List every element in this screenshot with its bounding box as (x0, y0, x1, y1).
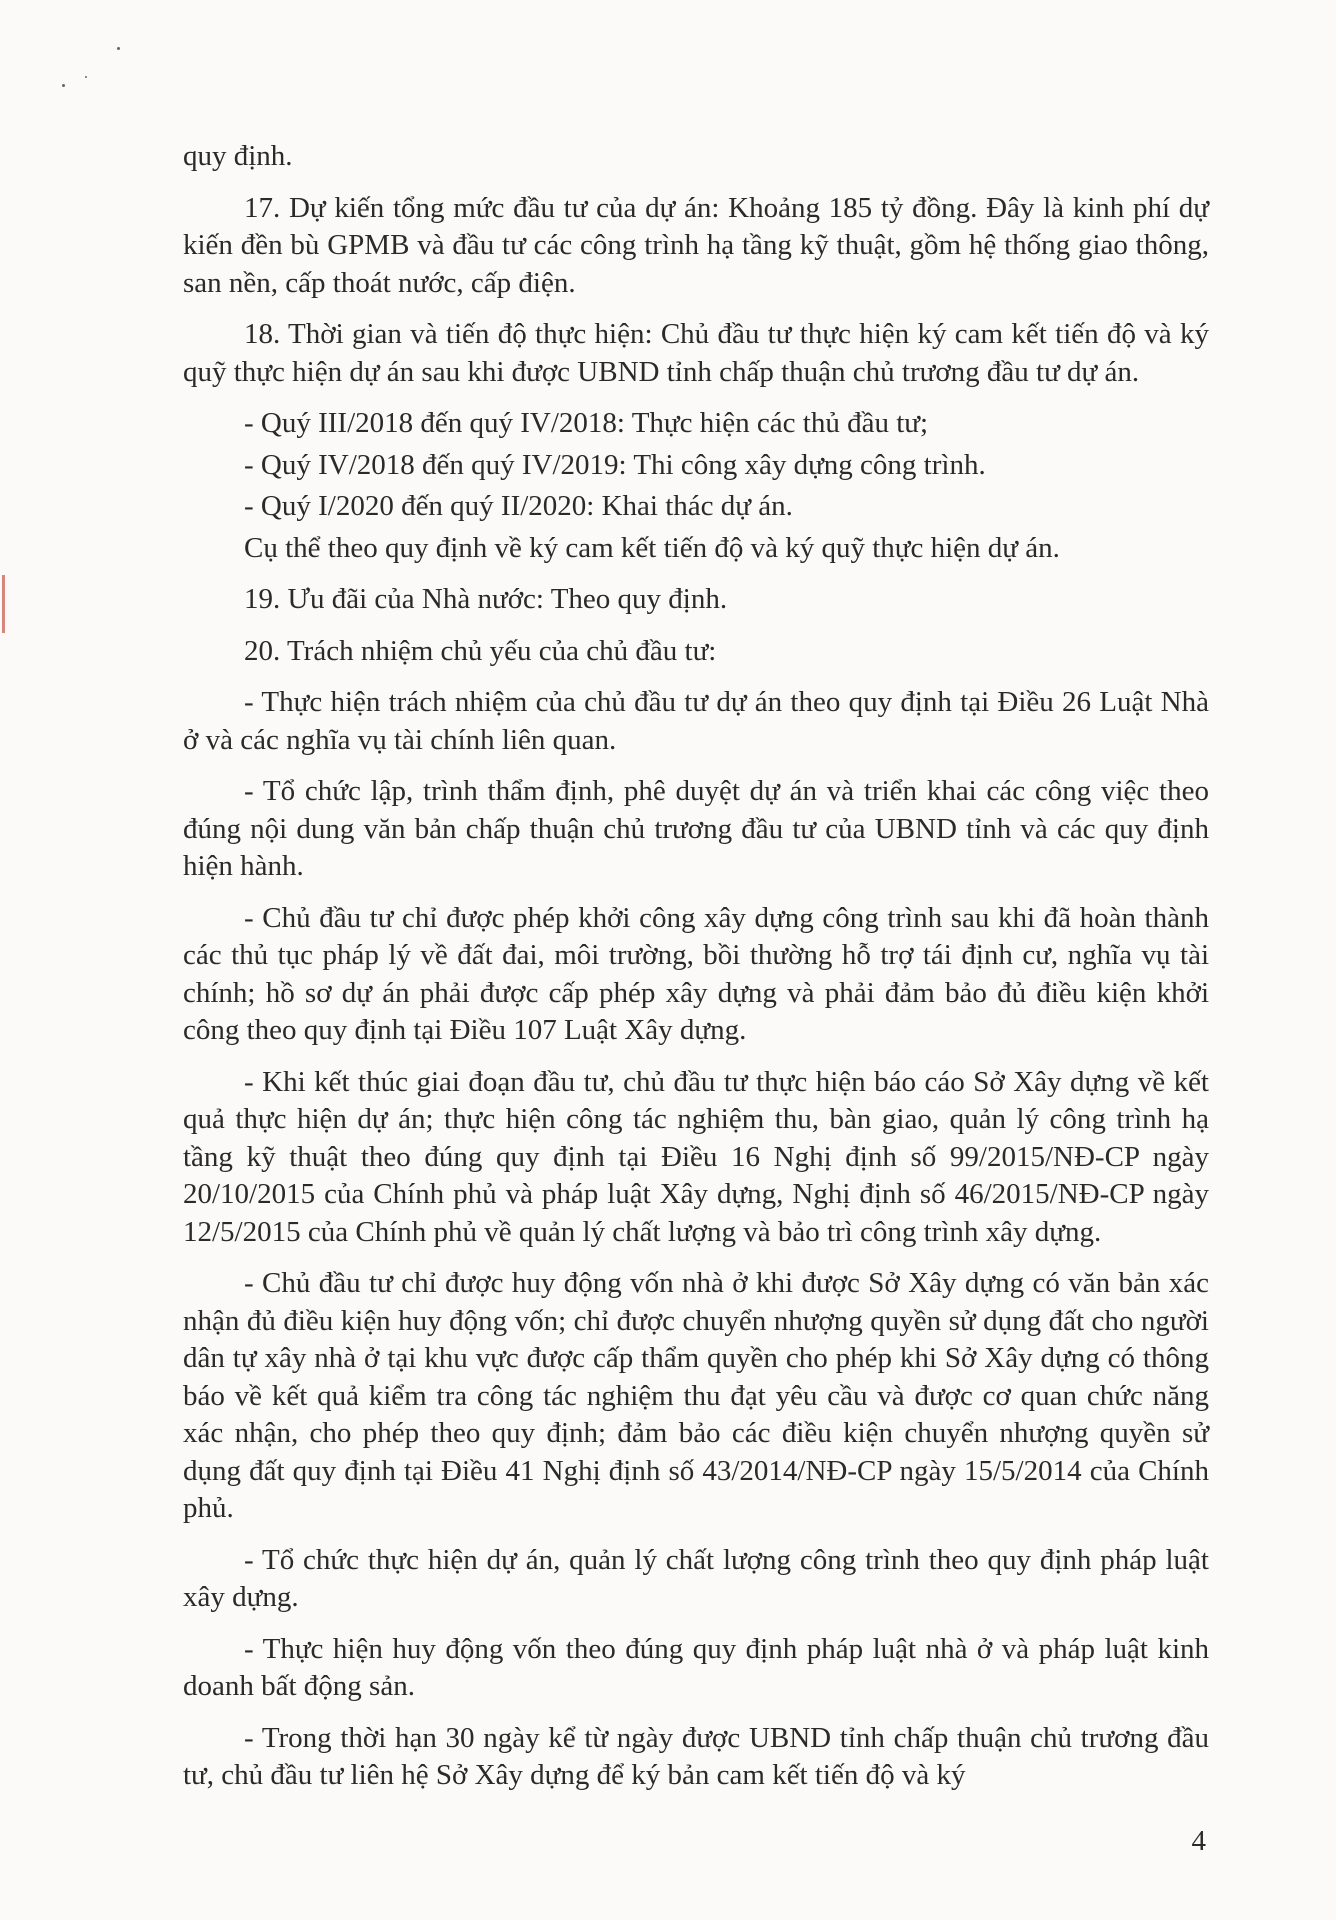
paragraph: Cụ thể theo quy định về ký cam kết tiến độ và ký quỹ thực hiện dự án. (244, 531, 1060, 564)
paragraph: 17. Dự kiến tổng mức đầu tư của dự án: Khoảng 185 tỷ đồng. Đây là kinh phí dự kiến đền bù GPMB và đầu tư các công trình hạ tầng kỹ thuật, gồm hệ thống giao thông, san nền, cấp thoát nước, cấp điện. (183, 191, 1209, 299)
scan-speck (117, 47, 120, 50)
paragraph: 18. Thời gian và tiến độ thực hiện: Chủ đầu tư thực hiện ký cam kết tiến độ và ký quỹ thực hiện dự án sau khi được UBND tỉnh chấp thuận chủ trương đầu tư dự án. (183, 318, 1209, 388)
paragraph: - Thực hiện trách nhiệm của chủ đầu tư dự án theo quy định tại Điều 26 Luật Nhà ở và các nghĩa vụ tài chính liên quan. (183, 686, 1209, 756)
paragraph: 19. Ưu đãi của Nhà nước: Theo quy định. (244, 583, 728, 615)
paragraph: quy định. (183, 140, 293, 172)
paragraph: - Chủ đầu tư chỉ được huy động vốn nhà ở khi được Sở Xây dựng có văn bản xác nhận đủ điều kiện huy động vốn; chỉ được chuyển nhượng quyền sử dụng đất cho người dân tự xây nhà ở tại khu vực được cấp thẩm quyền cho phép khi Sở Xây dựng có thông báo về kết quả kiểm tra công tác nghiệm thu đạt yêu cầu và được cơ quan chức năng xác nhận, cho phép theo quy định; đảm bảo các điều kiện chuyển nhượng quyền sử dụng đất quy định tại Điều 41 Nghị định số 43/2014/NĐ-CP ngày 15/5/2014 của Chính phủ. (183, 1267, 1209, 1524)
list-item: - Quý IV/2018 đến quý IV/2019: Thi công xây dựng công trình. (244, 448, 986, 481)
paragraph: - Khi kết thúc giai đoạn đầu tư, chủ đầu tư thực hiện báo cáo Sở Xây dựng về kết quả thực hiện dự án; thực hiện công tác nghiệm thu, bàn giao, quản lý công trình hạ tầng kỹ thuật theo đúng quy định tại Điều 16 Nghị định số 99/2015/NĐ-CP ngày 20/10/2015 của Chính phủ và pháp luật Xây dựng, Nghị định số 46/2015/NĐ-CP ngày 12/5/2015 của Chính phủ về quản lý chất lượng và bảo trì công trình xây dựng. (183, 1065, 1209, 1248)
paragraph: - Chủ đầu tư chỉ được phép khởi công xây dựng công trình sau khi đã hoàn thành các thủ tục pháp lý về đất đai, môi trường, bồi thường hỗ trợ tái định cư, nghĩa vụ tài chính; hồ sơ dự án phải được cấp phép xây dựng và phải đảm bảo đủ điều kiện khởi công theo quy định tại Điều 107 Luật Xây dựng. (183, 901, 1209, 1046)
paragraph: - Thực hiện huy động vốn theo đúng quy định pháp luật nhà ở và pháp luật kinh doanh bất động sản. (183, 1632, 1209, 1702)
list-item: - Quý III/2018 đến quý IV/2018: Thực hiện các thủ đầu tư; (244, 407, 929, 439)
scan-speck (85, 76, 87, 78)
scan-edge-mark (2, 575, 5, 633)
list-item: - Quý I/2020 đến quý II/2020: Khai thác dự án. (244, 490, 793, 522)
document-body (183, 138, 1209, 1809)
paragraph: 20. Trách nhiệm chủ yếu của chủ đầu tư: (244, 634, 717, 667)
paragraph: - Tổ chức lập, trình thẩm định, phê duyệt dự án và triển khai các công việc theo đúng nội dung văn bản chấp thuận chủ trương đầu tư của UBND tỉnh và các quy định hiện hành. (183, 775, 1209, 882)
page-number: 4 (1191, 1825, 1206, 1857)
scan-speck (62, 84, 65, 87)
paragraph: - Tổ chức thực hiện dự án, quản lý chất lượng công trình theo quy định pháp luật xây dựng. (183, 1543, 1209, 1613)
paragraph: - Trong thời hạn 30 ngày kể từ ngày được UBND tỉnh chấp thuận chủ trương đầu tư, chủ đầu tư liên hệ Sở Xây dựng để ký bản cam kết tiến độ và ký (183, 1721, 1209, 1791)
